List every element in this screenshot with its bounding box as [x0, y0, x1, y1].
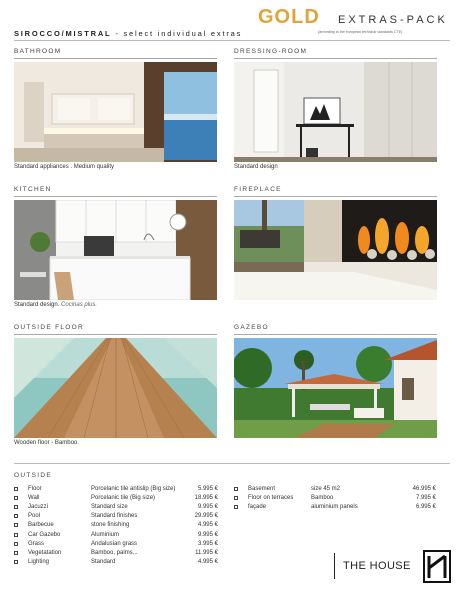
outside-extras	[14, 472, 450, 479]
extra-price: 29.995 €	[194, 513, 218, 520]
extra-description: Porcelanic tile (Big size)	[91, 495, 156, 502]
section-caption: Standard design	[234, 164, 278, 170]
extra-row	[14, 550, 218, 558]
extra-name: Basement	[248, 486, 276, 492]
section-divider	[14, 334, 217, 335]
subtitle-text: - select individual extras	[115, 29, 243, 38]
extra-name: façade	[248, 504, 267, 511]
extra-row	[14, 522, 218, 530]
extra-checkbox[interactable]	[14, 533, 18, 537]
section-caption: Wooden floor - Bamboo.	[14, 440, 79, 446]
extra-row	[14, 532, 218, 540]
extra-description: Standard finishes	[91, 513, 138, 520]
section-gazebo	[234, 324, 437, 454]
extra-row	[14, 486, 218, 494]
extra-checkbox[interactable]	[14, 505, 18, 509]
extra-row	[14, 504, 218, 512]
section-label: OUTSIDE FLOOR	[14, 324, 84, 331]
subtitle	[14, 29, 242, 38]
extras-pack-title: EXTRAS-PACK	[338, 14, 448, 26]
logo-divider	[334, 553, 335, 579]
extra-row	[234, 486, 436, 494]
extra-name: Floor on terraces	[248, 495, 294, 502]
logo-text: THE HOUSE	[343, 560, 411, 572]
section-divider	[14, 196, 217, 197]
extra-description: Aluminium	[91, 531, 120, 538]
extra-row	[234, 504, 436, 512]
outside-label: OUTSIDE	[14, 472, 52, 479]
subtitle-model: SIROCCO/MISTRAL	[14, 29, 112, 38]
extra-checkbox[interactable]	[14, 487, 18, 491]
extra-description: size 45 m2	[311, 486, 341, 492]
brochure-title	[258, 6, 454, 28]
extra-price: 3.995 €	[197, 540, 218, 547]
extra-price: 7.995 €	[415, 495, 436, 502]
section-divider	[234, 334, 437, 335]
section-label: FIREPLACE	[234, 186, 282, 193]
extra-name: Jacuzzi	[28, 504, 49, 511]
extra-description: aluminium panels	[311, 504, 358, 511]
section-fireplace	[234, 186, 437, 316]
extra-description: Porcelanic tile antislip (Big size)	[91, 486, 176, 492]
extra-description: stone finishing	[91, 522, 130, 529]
extra-description: Standard	[91, 558, 116, 565]
extra-price: 4.995 €	[197, 522, 218, 529]
extra-description: Bamboo, palms...	[91, 549, 138, 556]
house-mark-icon	[423, 550, 451, 583]
section-dressing-room	[234, 48, 437, 178]
extra-checkbox[interactable]	[234, 505, 238, 509]
extra-description: Bamboo	[311, 495, 334, 502]
extra-price: 5.995 €	[197, 486, 218, 492]
extra-price: 9.995 €	[197, 504, 218, 511]
extra-price: 11.995 €	[195, 549, 218, 556]
section-divider	[234, 196, 437, 197]
extra-price: 9.995 €	[197, 531, 218, 538]
fireplace-photo	[234, 200, 437, 300]
extra-price: 4.995 €	[197, 558, 218, 565]
kitchen-photo	[14, 200, 217, 300]
section-outside-floor	[14, 324, 217, 454]
outside-floor-photo	[14, 338, 217, 438]
extra-name: Grass	[28, 540, 45, 547]
extra-checkbox[interactable]	[14, 523, 18, 527]
extra-name: Vegetatation	[28, 549, 62, 556]
extra-price: 6.995 €	[415, 504, 436, 511]
bathroom-photo	[14, 62, 217, 162]
section-label: BATHROOM	[14, 48, 62, 55]
extra-name: Barbecue	[28, 522, 54, 529]
extra-checkbox[interactable]	[14, 560, 18, 564]
extra-description: Standard size	[91, 504, 128, 511]
section-bathroom	[14, 48, 217, 178]
extra-checkbox[interactable]	[14, 551, 18, 555]
extra-row	[14, 559, 218, 567]
extra-checkbox[interactable]	[234, 487, 238, 491]
extra-row	[14, 495, 218, 503]
section-caption: Standard appliances . Medium quality	[14, 164, 115, 170]
section-divider	[14, 58, 217, 59]
extra-price: 46.995 €	[412, 486, 436, 492]
extra-row	[234, 495, 436, 503]
outside-divider	[14, 463, 450, 464]
extra-description: Andalusian grass	[91, 540, 138, 547]
extra-row	[14, 541, 218, 549]
section-divider	[234, 58, 437, 59]
gazebo-photo	[234, 338, 437, 438]
section-caption: Standard design. Cocinas plus.	[14, 302, 98, 308]
extra-price: 18.995 €	[194, 495, 218, 502]
extra-checkbox[interactable]	[14, 542, 18, 546]
standards-note: (according to the european technical standards CTE)	[318, 30, 403, 34]
the-house-logo	[334, 550, 450, 584]
section-label: DRESSING-ROOM	[234, 48, 308, 55]
extra-checkbox[interactable]	[234, 496, 238, 500]
dressing-room-photo	[234, 62, 437, 162]
section-kitchen	[14, 186, 217, 316]
extra-name: Wall	[28, 495, 40, 502]
gold-title: GOLD	[258, 6, 320, 28]
section-label: KITCHEN	[14, 186, 52, 193]
extra-row	[14, 513, 218, 521]
extra-checkbox[interactable]	[14, 496, 18, 500]
extra-checkbox[interactable]	[14, 514, 18, 518]
header-divider	[14, 40, 450, 41]
extra-name: Floor	[28, 486, 42, 492]
extra-name: Pool	[28, 513, 41, 520]
section-label: GAZEBO	[234, 324, 269, 331]
extra-name: Lighting	[28, 558, 50, 565]
extra-name: Car Gazebo	[28, 531, 61, 538]
